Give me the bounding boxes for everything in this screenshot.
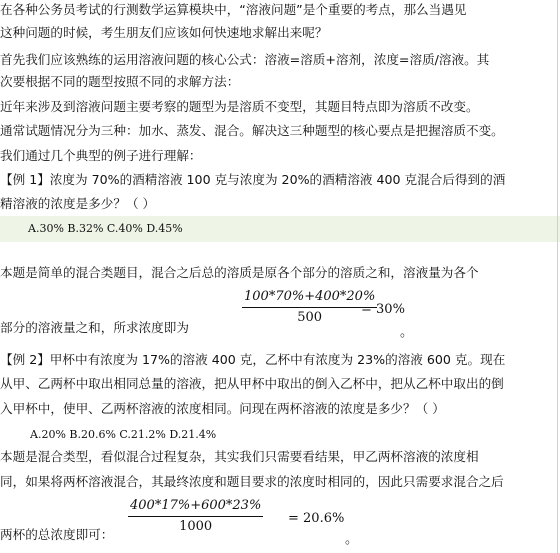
formula-result: = 20.6% (288, 511, 345, 526)
paragraph-line: 近年来涉及到溶液问题主要考察的题型为是溶质不变型，其题目特点即为溶质不改变。 (0, 99, 479, 114)
example-1-formula (242, 289, 377, 325)
example-1-question: 精溶液的浓度是多少？（ ） (0, 196, 156, 211)
paragraph-line: 这种问题的时候，考生朋友们应该如何快速地求解出来呢？ (0, 25, 328, 40)
example-2-question: 【例 2】甲杯中有浓度为 17%的溶液 400 克，乙杯中有浓度为 23%的溶液 600 克。现在 (0, 352, 506, 367)
formula-result: = 30% (361, 302, 405, 317)
paragraph-line: 次要根据不同的题型按照不同的求解方法： (0, 74, 240, 89)
paragraph-line: 我们通过几个典型的例子进行理解： (0, 148, 202, 163)
page-edge-line (557, 0, 558, 553)
example-1-question: 【例 1】浓度为 70%的酒精溶液 100 克与浓度为 20%的酒精溶液 400 克混合后得到的酒 (0, 172, 506, 187)
example-1-solution: 部分的溶液量之和，所求浓度即为 (0, 320, 189, 335)
example-2-solution: 本题是混合类型，看似混合过程复杂，其实我们只需要看结果，甲乙两杯溶液的浓度相 (0, 449, 479, 464)
paragraph-line: 通常试题情况分为三种：加水、蒸发、混合。解决这三种题型的核心要点是把握溶质不变。 (0, 123, 504, 138)
fraction-bar (242, 307, 377, 308)
example-2-question: 入甲杯中，使甲、乙两杯溶液的浓度相同。问现在两杯溶液的浓度是多少？（ ） (0, 401, 445, 416)
period-mark: 。 (345, 532, 359, 547)
example-2-formula (128, 498, 263, 534)
formula-denominator: 1000 (179, 519, 213, 534)
formula-denominator: 500 (297, 310, 323, 325)
fraction-bar (128, 516, 263, 517)
formula-numerator: 400*17%+600*23% (130, 498, 262, 513)
example-2-solution: 同，如果将两杯溶液混合，其最终浓度和题目要求的浓度时相同的，因此只需要求混合之后 (0, 474, 504, 489)
period-mark: 。 (400, 325, 414, 340)
example-2-options: A.20% B.20.6% C.21.2% D.21.4% (30, 428, 217, 441)
example-1-options: A.30% B.32% C.40% D.45% (28, 222, 183, 235)
example-1-solution: 本题是简单的混合类题目，混合之后总的溶质是原各个部分的溶质之和，溶液量为各个 (0, 265, 479, 280)
paragraph-line: 首先我们应该熟练的运用溶液问题的核心公式：溶液=溶质+溶剂，浓度=溶质/溶液。其 (0, 52, 490, 67)
example-2-question: 从甲、乙两杯中取出相同总量的溶液，把从甲杯中取出的倒入乙杯中，把从乙杯中取出的倒 (0, 376, 504, 391)
paragraph-line: 在各种公务员考试的行测数学运算模块中，“溶液问题”是个重要的考点，那么当遇见 (0, 2, 467, 17)
formula-numerator: 100*70%+400*20% (244, 289, 376, 304)
example-2-solution: 两杯的总浓度即可： (0, 527, 114, 542)
